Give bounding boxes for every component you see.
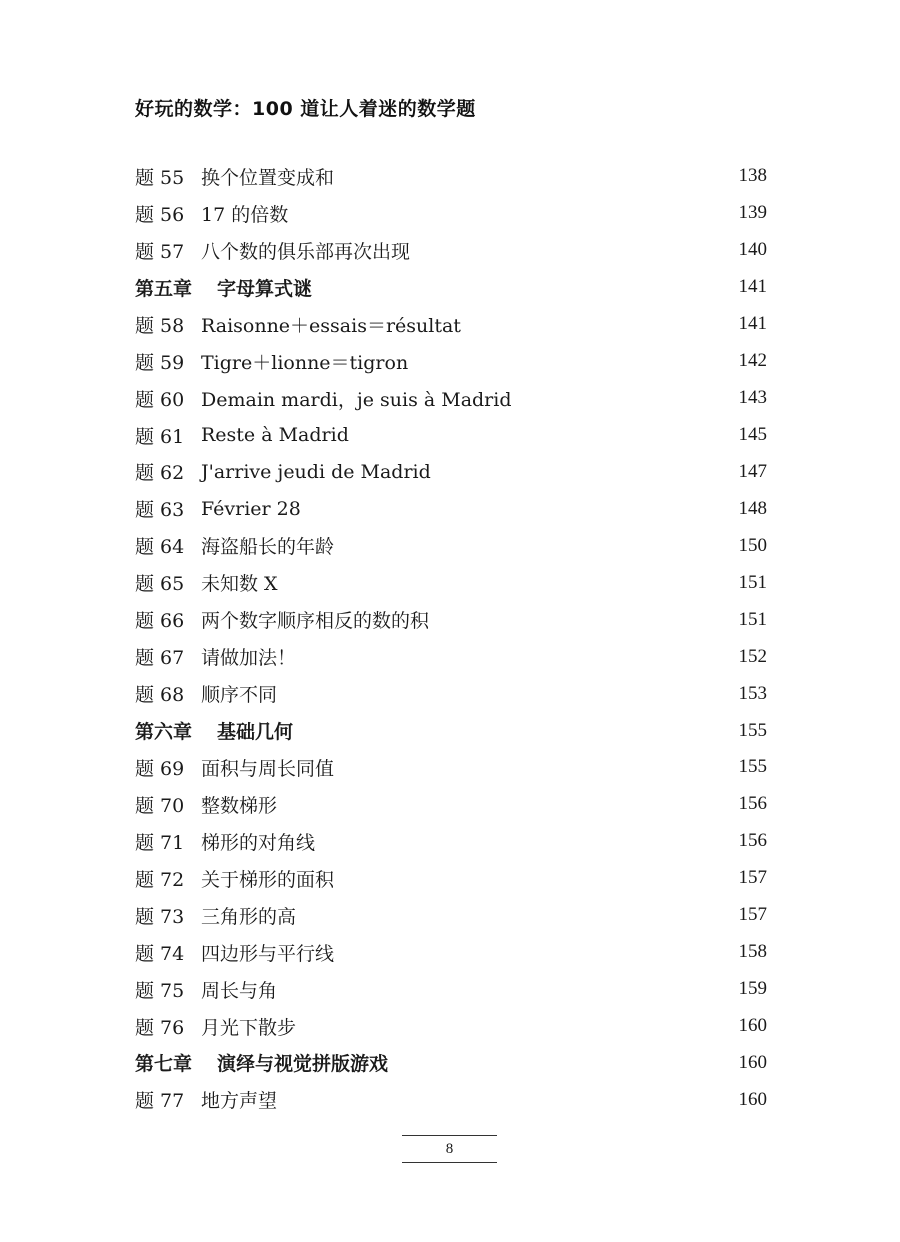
toc-entry-row — [135, 306, 767, 343]
toc-entry-row — [135, 232, 767, 269]
toc-entry-row — [135, 490, 767, 527]
problem-label: 题 74 — [135, 942, 185, 965]
page-ref: 147 — [738, 460, 767, 482]
page-ref: 151 — [738, 571, 767, 593]
problem-title: 17 的倍数 — [201, 203, 289, 226]
toc-entry-row — [135, 380, 767, 417]
toc-entry-row — [135, 527, 767, 564]
page-ref: 155 — [738, 719, 767, 741]
problem-title: 周长与角 — [201, 979, 278, 1002]
chapter-title: 基础几何 — [217, 721, 294, 744]
page-ref: 157 — [738, 867, 767, 889]
toc-chapter-row — [135, 712, 767, 749]
page-ref: 143 — [738, 387, 767, 409]
page-ref: 139 — [738, 202, 767, 224]
page-ref: 140 — [738, 239, 767, 261]
toc-chapter-row — [135, 1045, 767, 1082]
problem-title: 四边形与平行线 — [201, 942, 335, 965]
problem-label: 题 61 — [135, 425, 185, 448]
problem-title: 月光下散步 — [201, 1016, 297, 1039]
problem-label: 题 65 — [135, 573, 185, 596]
problem-label: 题 71 — [135, 831, 185, 854]
problem-title: 关于梯形的面积 — [201, 868, 335, 891]
toc-entry-row — [135, 417, 767, 454]
problem-title: 八个数的俱乐部再次出现 — [201, 240, 411, 263]
toc-entry-row — [135, 675, 767, 712]
problem-title: 面积与周长同值 — [201, 757, 335, 780]
toc-entry-row — [135, 638, 767, 675]
problem-label: 题 75 — [135, 979, 185, 1002]
toc-entry-row — [135, 195, 767, 232]
problem-title: 两个数字顺序相反的数的积 — [201, 610, 430, 633]
problem-title: 梯形的对角线 — [201, 831, 316, 854]
chapter-label: 第七章 — [135, 1053, 193, 1076]
chapter-label: 第六章 — [135, 721, 193, 744]
table-of-contents — [135, 158, 767, 1118]
toc-entry-row — [135, 1008, 767, 1045]
problem-label: 题 67 — [135, 647, 185, 670]
page-ref: 148 — [738, 497, 767, 519]
toc-entry-row — [135, 823, 767, 860]
problem-title: 整数梯形 — [201, 794, 278, 817]
page-ref: 152 — [738, 645, 767, 667]
toc-entry-row — [135, 564, 767, 601]
problem-label: 题 57 — [135, 240, 185, 263]
problem-label: 题 70 — [135, 794, 185, 817]
toc-chapter-row — [135, 269, 767, 306]
problem-title: Reste à Madrid — [201, 424, 349, 447]
page-ref: 155 — [738, 756, 767, 778]
problem-title: 换个位置变成和 — [201, 166, 335, 189]
problem-label: 题 63 — [135, 499, 185, 522]
problem-label: 题 60 — [135, 388, 185, 411]
problem-label: 题 56 — [135, 203, 185, 226]
toc-entry-row — [135, 158, 767, 195]
problem-title: 海盗船长的年龄 — [201, 536, 335, 559]
problem-title: 地方声望 — [201, 1090, 278, 1113]
toc-entry-row — [135, 343, 767, 380]
problem-title: 未知数 X — [201, 573, 278, 596]
page-ref: 156 — [738, 830, 767, 852]
toc-entry-row — [135, 897, 767, 934]
problem-label: 题 66 — [135, 610, 185, 633]
page-ref: 158 — [738, 941, 767, 963]
chapter-title: 字母算式谜 — [217, 277, 313, 300]
page-ref: 141 — [738, 276, 767, 298]
page-ref: 160 — [738, 1015, 767, 1037]
page-ref: 141 — [738, 313, 767, 335]
problem-label: 题 72 — [135, 868, 185, 891]
problem-label: 题 62 — [135, 462, 185, 485]
toc-entry-row — [135, 454, 767, 491]
page-ref: 157 — [738, 904, 767, 926]
problem-label: 题 68 — [135, 684, 185, 707]
page-ref: 156 — [738, 793, 767, 815]
page-ref: 159 — [738, 978, 767, 1000]
problem-title: 三角形的高 — [201, 905, 297, 928]
page-ref: 160 — [738, 1088, 767, 1110]
problem-title: Février 28 — [201, 497, 301, 520]
toc-entry-row — [135, 1081, 767, 1118]
problem-label: 题 59 — [135, 351, 185, 374]
page-number: 8 — [402, 1135, 497, 1163]
page-ref: 160 — [738, 1051, 767, 1073]
toc-entry-row — [135, 601, 767, 638]
chapter-title: 演绎与视觉拼版游戏 — [217, 1053, 389, 1076]
chapter-label: 第五章 — [135, 277, 193, 300]
problem-label: 题 64 — [135, 536, 185, 559]
problem-label: 题 55 — [135, 166, 185, 189]
problem-title: J'arrive jeudi de Madrid — [201, 460, 431, 483]
toc-entry-row — [135, 786, 767, 823]
problem-title: 顺序不同 — [201, 684, 278, 707]
page-ref: 151 — [738, 608, 767, 630]
problem-label: 题 58 — [135, 314, 185, 337]
problem-label: 题 69 — [135, 757, 185, 780]
toc-entry-row — [135, 934, 767, 971]
problem-title: Raisonne＋essais＝résultat — [201, 314, 461, 337]
toc-entry-row — [135, 749, 767, 786]
problem-label: 题 76 — [135, 1016, 185, 1039]
problem-title: 请做加法！ — [201, 647, 297, 670]
page-ref: 138 — [738, 165, 767, 187]
page-ref: 150 — [738, 534, 767, 556]
page-ref: 153 — [738, 682, 767, 704]
problem-label: 题 77 — [135, 1090, 185, 1113]
problem-label: 题 73 — [135, 905, 185, 928]
page-ref: 145 — [738, 424, 767, 446]
problem-title: Tigre＋lionne＝tigron — [201, 351, 409, 374]
page-ref: 142 — [738, 350, 767, 372]
toc-entry-row — [135, 971, 767, 1008]
problem-title: Demain mardi，je suis à Madrid — [201, 388, 512, 411]
toc-entry-row — [135, 860, 767, 897]
running-header: 好玩的数学：100 道让人着迷的数学题 — [135, 98, 476, 120]
